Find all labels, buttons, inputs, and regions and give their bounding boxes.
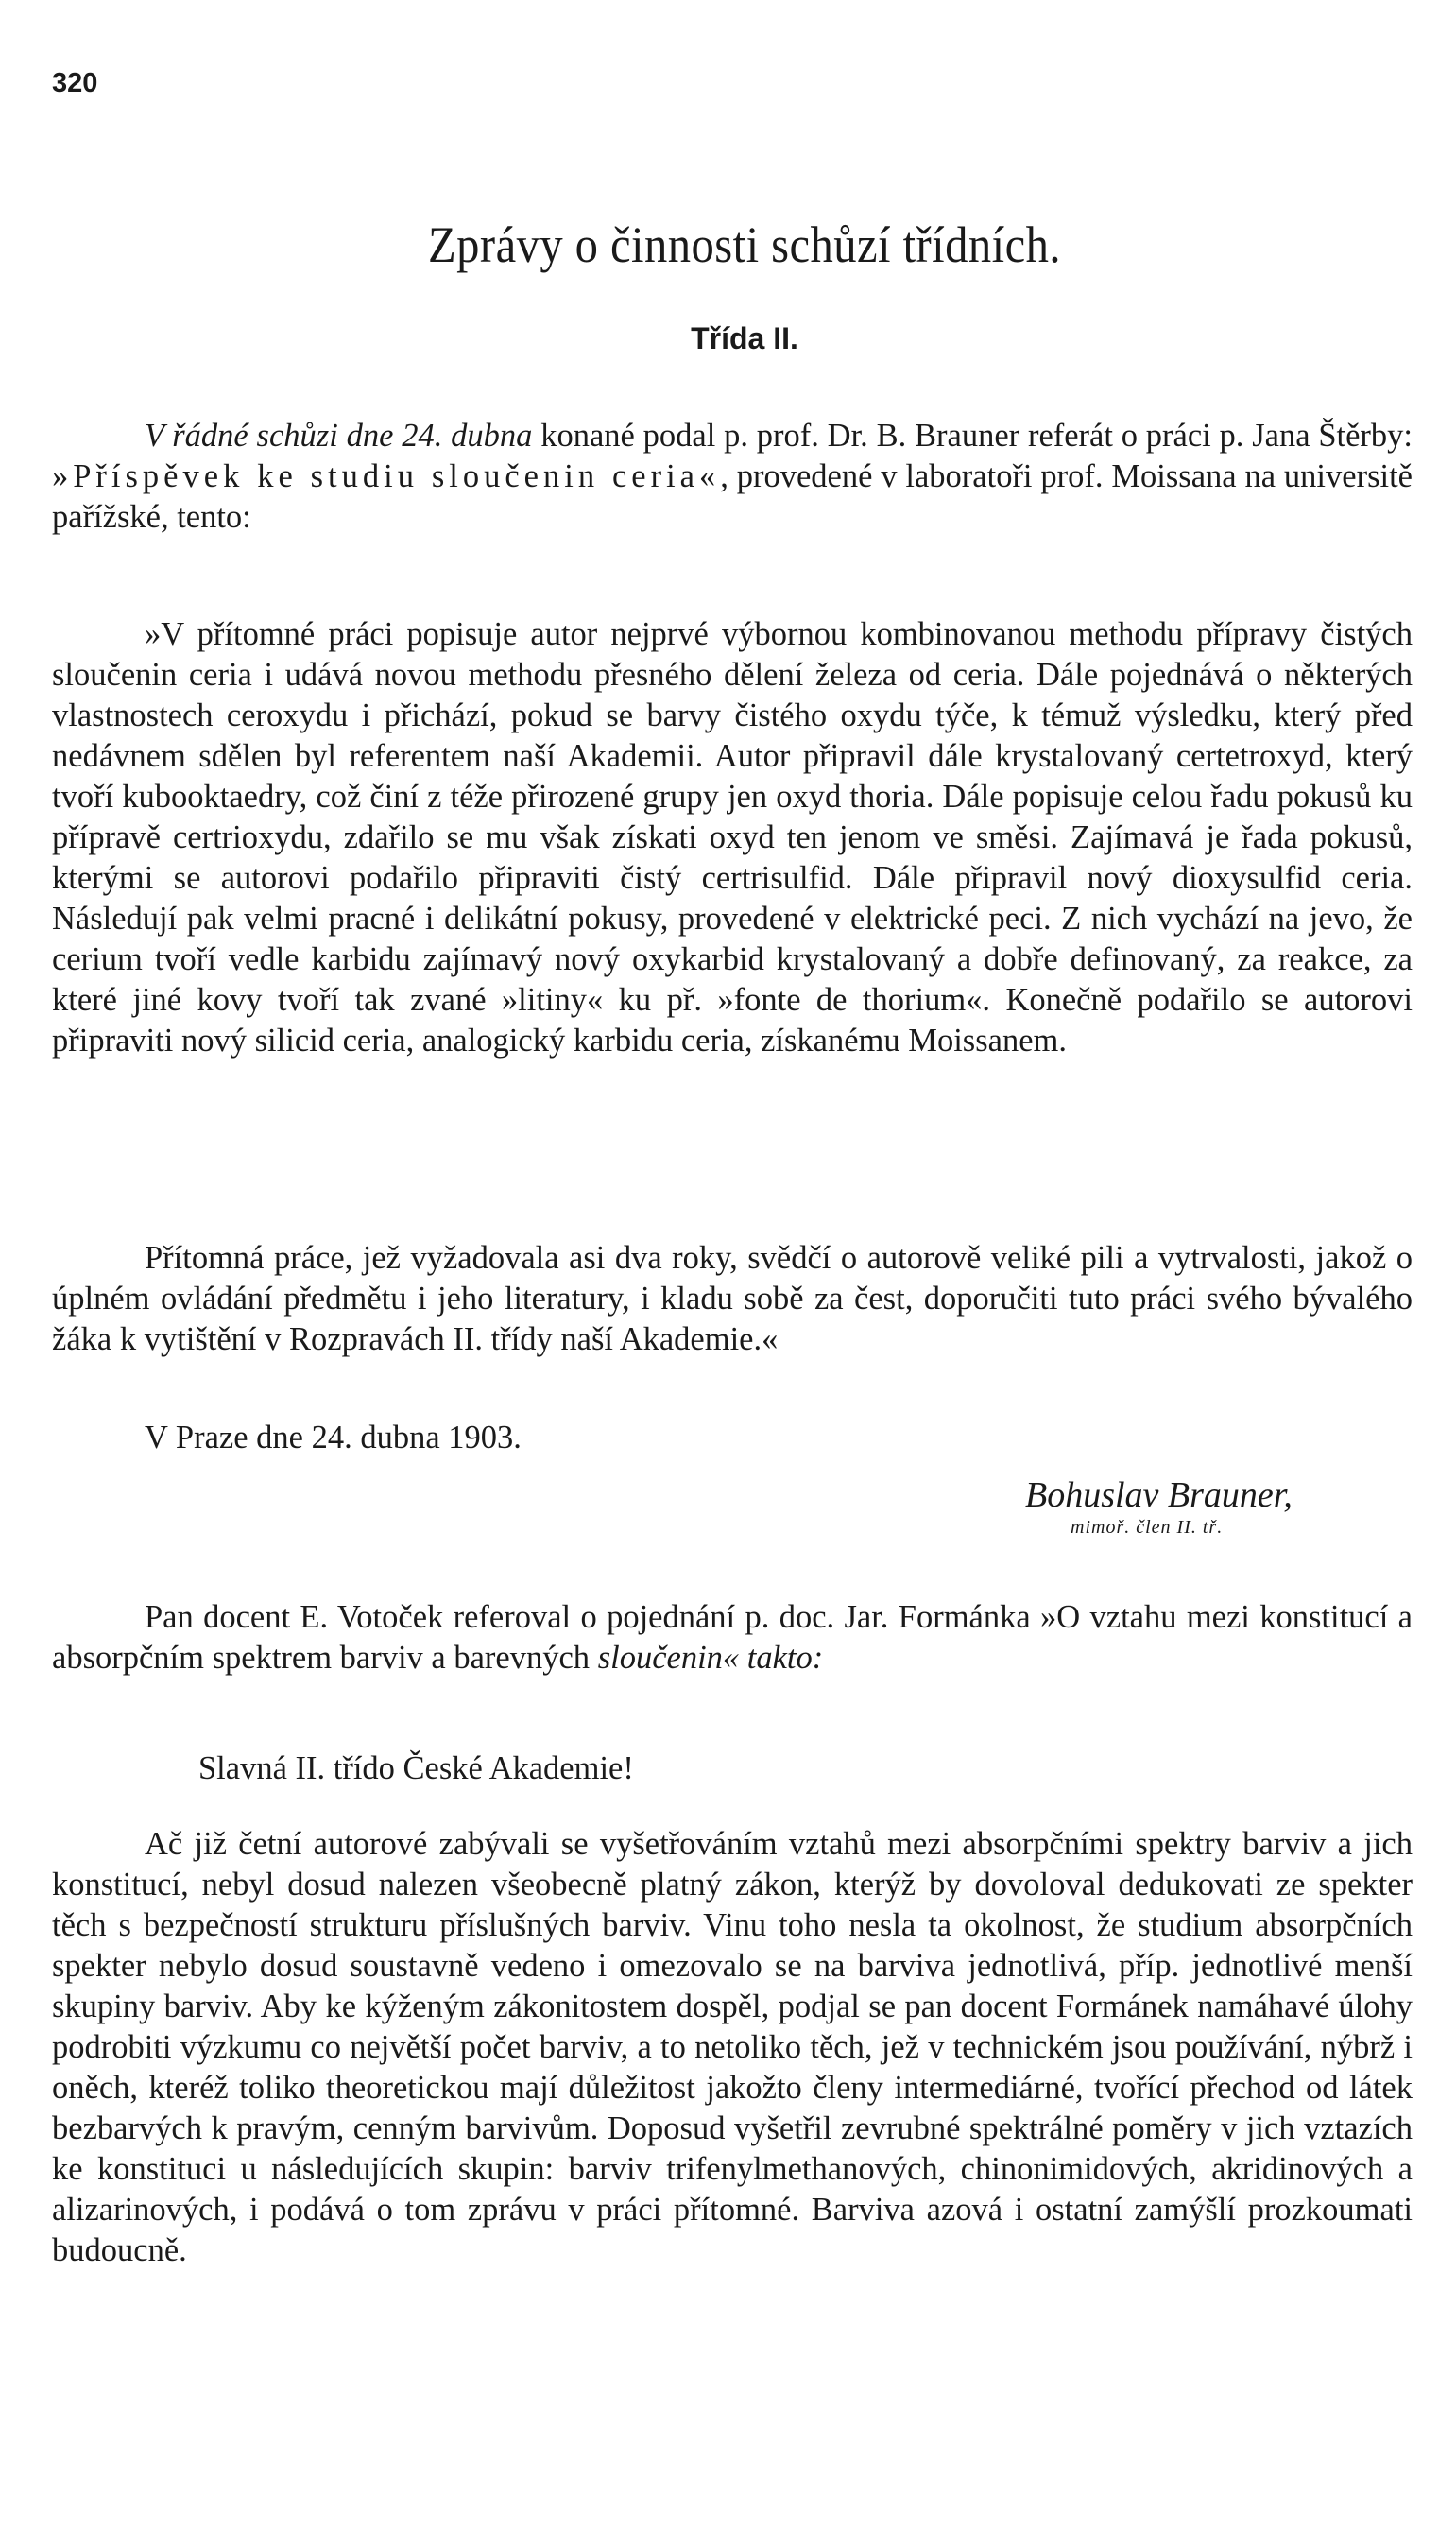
signature: Bohuslav Brauner, — [1025, 1475, 1293, 1515]
section-heading: Třída II. — [691, 321, 798, 355]
page-title: Zprávy o činnosti schůzí třídních. — [428, 216, 1061, 273]
report1-intro-end: , provedené v laboratoři prof. Moissana na universitě pařížské, tento: — [52, 458, 1413, 535]
report1-intro-italic: V řádné schůzi dne 24. dubna — [145, 418, 533, 454]
report1-date: V Praze dne 24. dubna 1903. — [145, 1420, 522, 1455]
document-page — [52, 57, 1413, 2476]
report2-intro-italic: sloučenin« takto: — [597, 1640, 824, 1676]
report2-salutation: Slavná II. třído České Akademie! — [198, 1750, 634, 1786]
page-number: 320 — [52, 68, 98, 98]
report2-intro-paragraph — [52, 1597, 1413, 1679]
report1-body-paragraph: »V přítomné práci popisuje autor nejprvé výbornou kombinovanou methodu přípravy čistých sloučenin ceria i udává novou methodu přesného dělení železa od ceria. Dále pojednává o některých vlastnostech ceroxydu i přichází, pokud se barvy čistého oxydu týče, k témuž výsledku, který před nedávnem sdělen byl referentem naší Akademii. Autor připravil dále krystalovaný certetroxyd, který tvoří kubooktaedry, což činí z téže přirozené grupy jen oxyd thoria. Dále popisuje celou řadu pokusů ku přípravě certrioxydu, zdařilo se mu však získati oxyd ten jenom ve směsi. Zajímavá je řada pokusů, kterými se autorovi podařilo připraviti čistý certrisulfid. Dále připravil nový dioxysulfid ceria. Následují pak velmi pracné i delikátní pokusy, provedené v elektrické peci. Z nich vychází na jevo, že cerium tvoří vedle karbidu zajímavý nový oxykarbid krystalovaný a dobře definovaný, za reakce, za které jiné kovy tvoří tak zvané »litiny« ku př. »fonte de thorium«. Konečně podařilo se autorovi připraviti nový silicid ceria, analogický karbidu ceria, získanému Moissanem. — [52, 616, 1413, 1059]
report1-intro-text: konané podal p. prof. Dr. B. Brauner referát o práci p. Jana Štěrby: — [532, 418, 1413, 454]
report1-intro-paragraph — [52, 416, 1413, 538]
report2-intro-text: Pan docent E. Votoček referoval o pojednání p. doc. Jar. Formánka »O vztahu mezi konstitucí a absorpčním spektrem barviv a barevných — [52, 1599, 1413, 1676]
report1-work-title: »Příspěvek ke studiu sloučenin ceria« — [52, 458, 721, 494]
report2-body-paragraph: Ač již četní autorové zabývali se vyšetřováním vztahů mezi absorpčními spektry barviv a jich konstitucí, nebyl dosud nalezen všeobecně platný zákon, kterýž by dovoloval dedukovati ze spekter těch s bezpečností strukturu příslušných barviv. Vinu toho nesla ta okolnost, že studium absorpčních spekter nebylo dosud soustavně vedeno i omezovalo se na barviva jednotlivá, příp. jednotlivé menší skupiny barviv. Aby ke kýženým zákonitostem dospěl, podjal se pan docent Formánek namáhavé úlohy podrobiti výzkumu co největší počet barviv, a to netoliko těch, jež v technickém jsou používání, nýbrž i oněch, kteréž toliko theoretickou mají důležitost jakožto členy intermediárné, tvořící přechod od látek bezbarvých k pravým, cenným barvivům. Doposud vyšetřil zevrubné spektrálné poměry v jich vztazích ke konstituci u následujících skupin: barviv trifenylmethanových, chinonimidových, akridinových a alizarinových, i podává o tom zprávu v práci přítomné. Barviva azová i ostatní zamýšlí prozkoumati budoucně. — [52, 1826, 1413, 2268]
report1-conclusion-paragraph: Přítomná práce, jež vyžadovala asi dva roky, svědčí o autorově veliké pili a vytrvalosti, jakož o úplném ovládání předmětu i jeho literatury, i kladu sobě za čest, doporučiti tuto práci svého bývalého žáka k vytištění v Rozpravách II. třídy naší Akademie.« — [52, 1240, 1413, 1357]
signature-role: mimoř. člen II. tř. — [1071, 1517, 1224, 1538]
